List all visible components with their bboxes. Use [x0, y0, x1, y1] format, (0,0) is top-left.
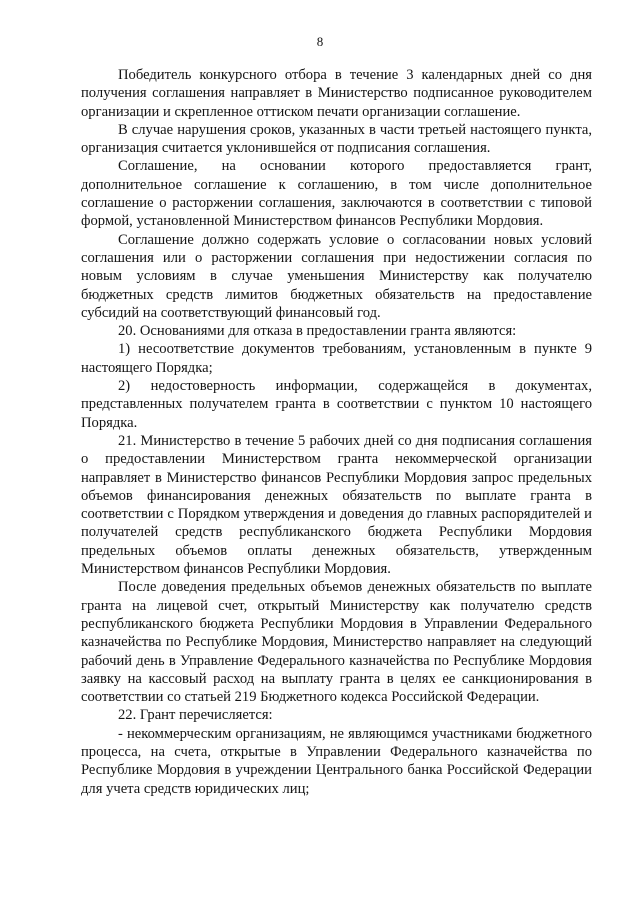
paragraph-item-20-2: 2) недостоверность информации, содержащейся в документах, представленных получателем гранта в соответствии с пунктом 10 настоящего Порядка. — [81, 378, 592, 431]
paragraph-agreement-conditions: Соглашение должно содержать условие о согласовании новых условий соглашения или о расторжении соглашения при недостижении согласия по новым условиям в случае уменьшения Министерству как получателю бюджетных средств лимитов бюджетных обязательств на предоставление субсидий на соответствующий финансовый год. — [81, 231, 592, 321]
paragraph-winner-signing: Победитель конкурсного отбора в течение 3 календарных дней со дня получения соглашения направляет в Министерство подписанное руководителем организации и скрепленное оттиском печати организации соглашение. — [81, 67, 592, 120]
paragraph-item-21: 21. Министерство в течение 5 рабочих дней со дня подписания соглашения о предоставлении Министерством гранта некоммерческой организации направляет в Министерство финансов Республики Мордовия запрос предельных объемов финансирования денежных обязательств по выплате гранта в соответствии с Порядком утверждения и доведения до главных распорядителей и получателей средств республиканского бюджета Республики Мордовия предельных объемов оплаты денежных обязательств, утвержденным Министерством финансов Республики Мордовия. — [81, 432, 592, 578]
paragraph-agreement-form: Соглашение, на основании которого предоставляется грант, дополнительное соглашение к соглашению, в том числе дополнительное соглашение о расторжении соглашения, заключаются в соответствии с типовой формой, установленной Министерством финансов Республики Мордовия. — [81, 158, 592, 230]
paragraph-item-22-bullet: - некоммерческим организациям, не являющимся участниками бюджетного процесса, на счета, открытые в Управлении Федерального казначейства по Республике Мордовия в учреждении Центрального банка Российской Федерации для учета средств юридических лиц; — [81, 725, 592, 797]
paragraph-item-20: 20. Основаниями для отказа в предоставлении гранта являются: — [118, 323, 517, 340]
document-body — [81, 66, 592, 798]
paragraph-deadline-violation: В случае нарушения сроков, указанных в части третьей настоящего пункта, организация считается уклонившейся от подписания соглашения. — [81, 121, 592, 157]
paragraph-item-21-continued: После доведения предельных объемов денежных обязательств по выплате гранта на лицевой счет, открытый Министерству как получателю средств республиканского бюджета Республики Мордовия в Управлении Федерального казначейства по Республике Мордовия, Министерство направляет на следующий рабочий день в Управление Федерального казначейства по Республике Мордовия заявку на кассовый расход на выплату гранта в целях ее санкционирования в соответствии со статьей 219 Бюджетного кодекса Российской Федерации. — [81, 579, 592, 706]
paragraph-item-20-1: 1) несоответствие документов требованиям, установленным в пункте 9 настоящего Порядка; — [81, 341, 592, 376]
paragraph-item-22: 22. Грант перечисляется: — [118, 707, 273, 724]
page-number: 8 — [316, 34, 324, 49]
